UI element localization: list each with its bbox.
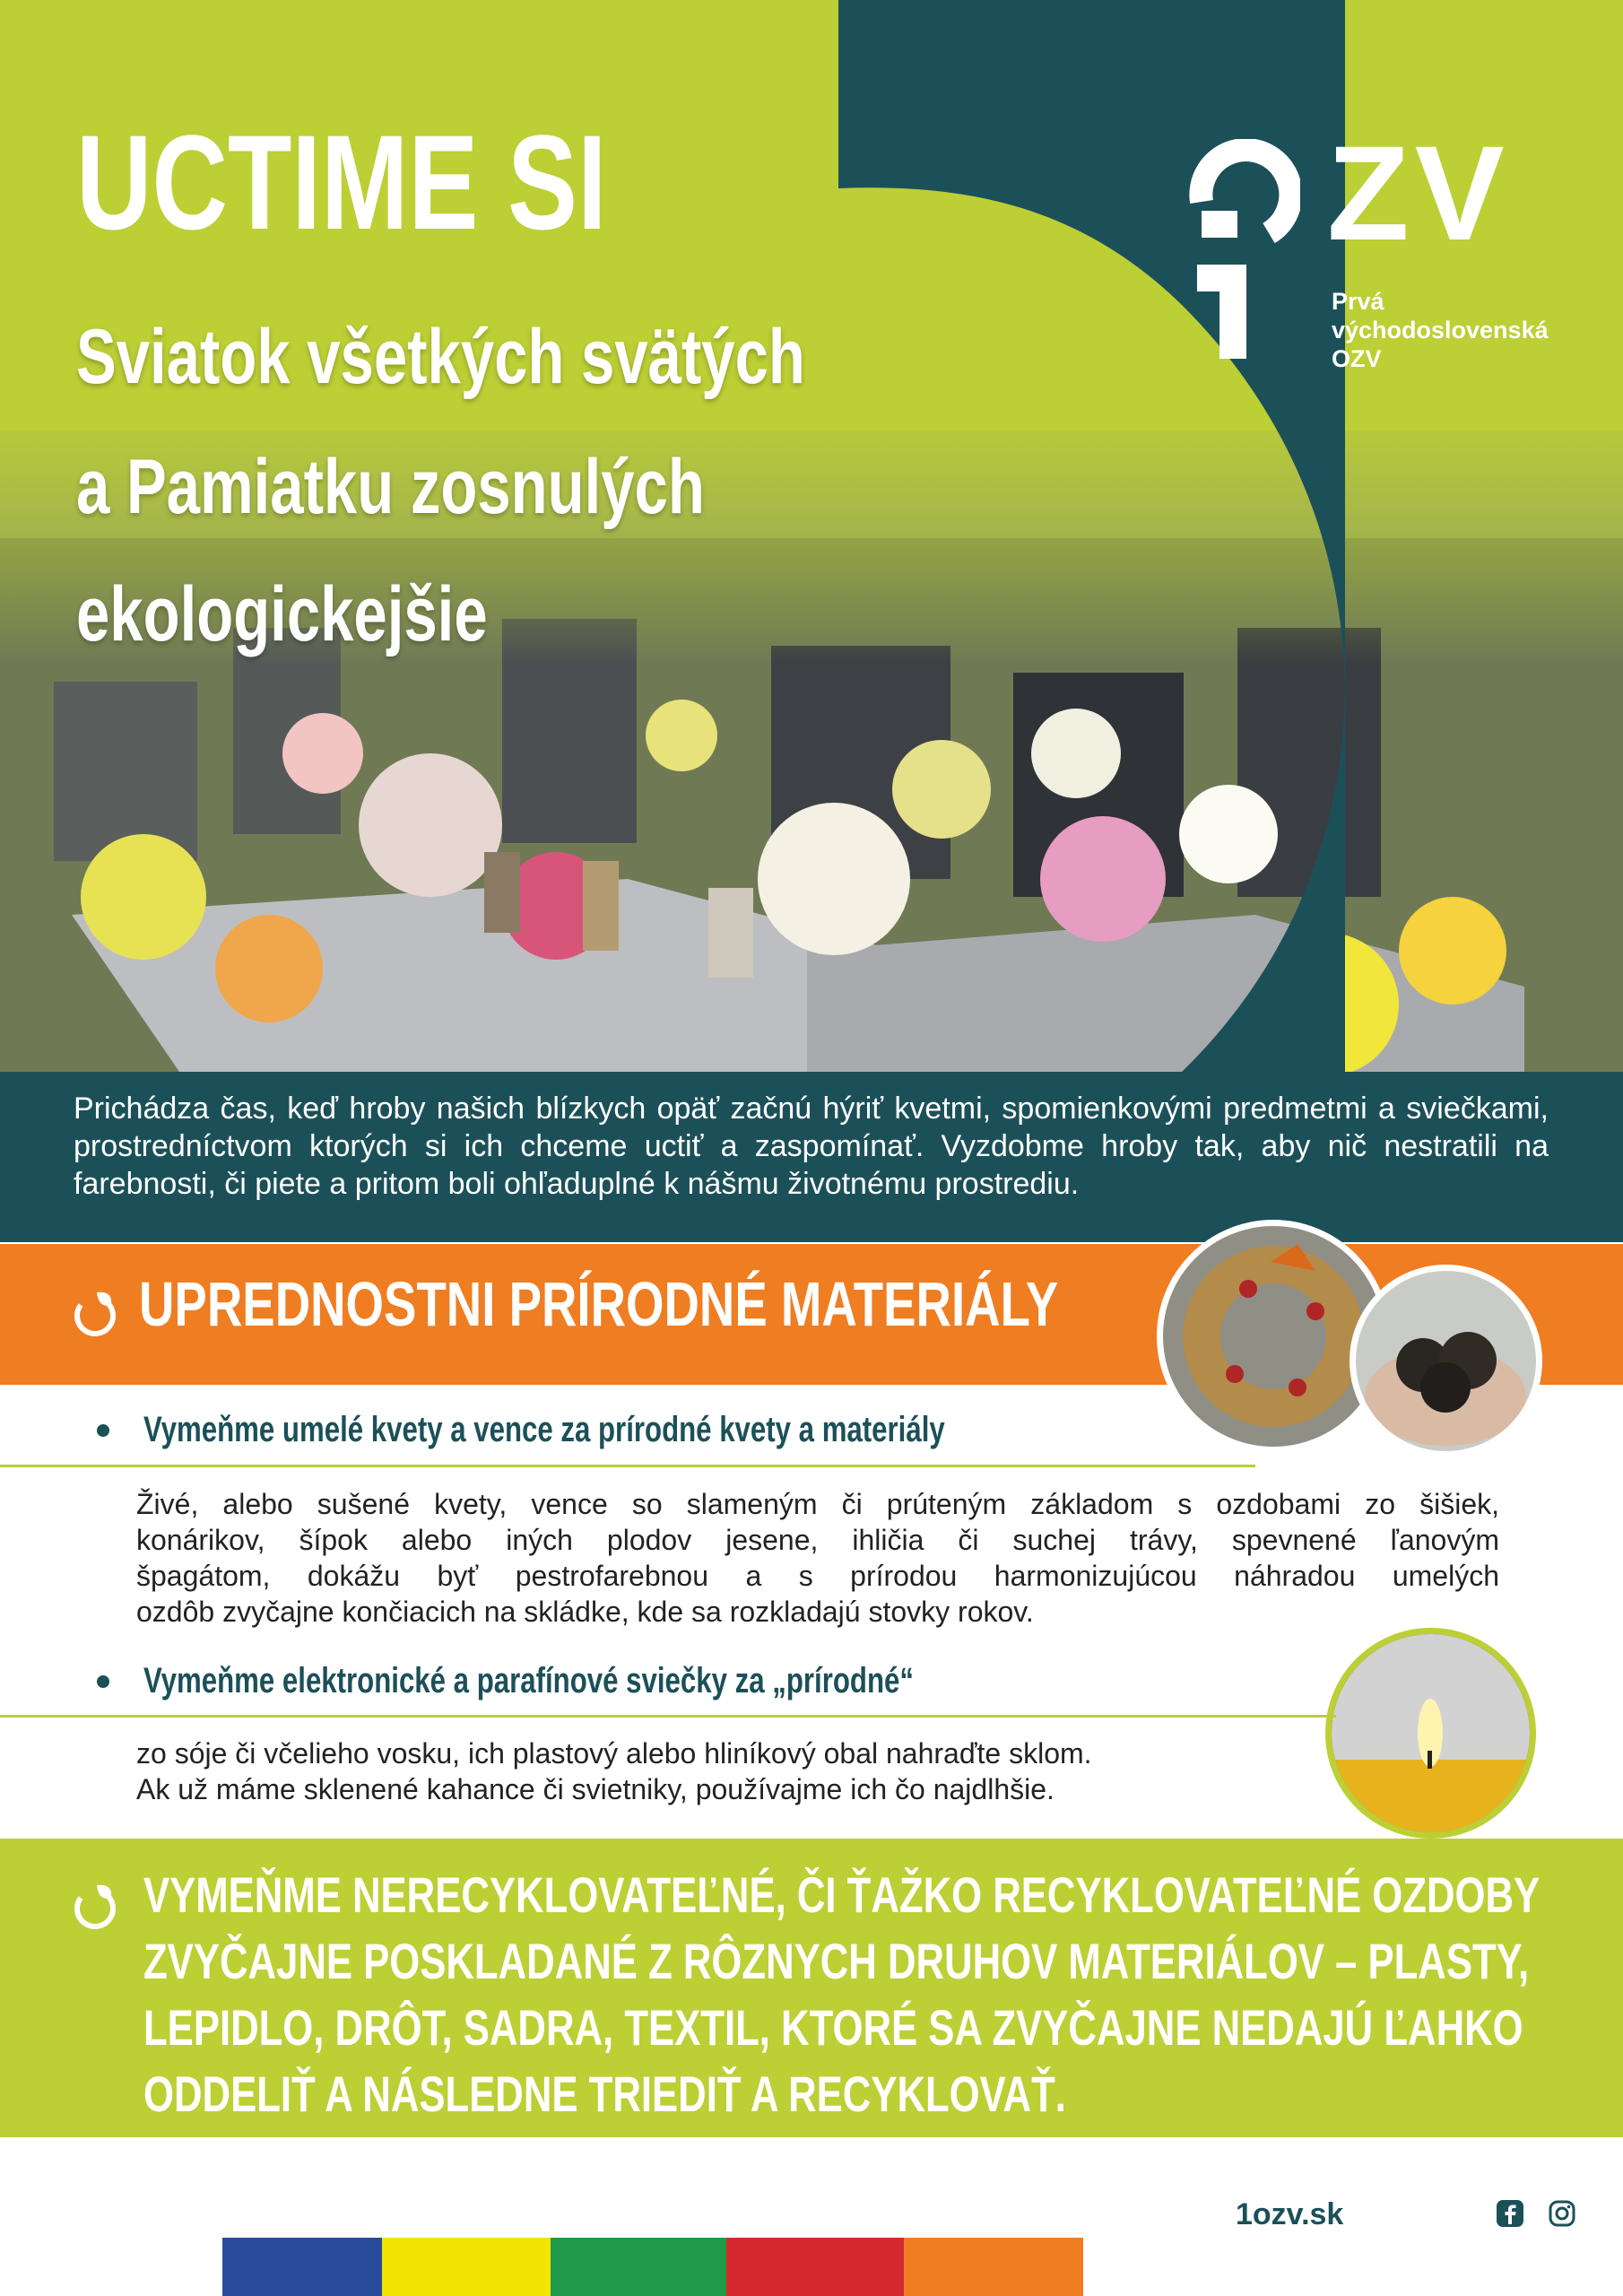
main-title: UCTIME SI [76,107,607,257]
facebook-icon[interactable] [1496,2199,1524,2228]
logo-wordmark: ZV [1327,117,1510,268]
bullet-1-title: Vymeňme umelé kvety a vence za prírodné kvety a materiály [143,1410,945,1449]
bullet-1-line-1: Živé, alebo sušené kvety, vence so slameným či prúteným základom s ozdobami zo šišiek, [136,1488,1499,1520]
intro-text: Prichádza čas, keď hroby našich blízkych opäť začnú hýriť kvetmi, spomienkovými predmetmi a sviečkami, prostredníctvom ktorých si ich chceme uctiť a zaspomínať. Vyzdobme hroby tak, aby nič nestratili na farebnosti, či piete a pritom boli ohľaduplné k nášmu životnému prostrediu. [74,1091,1549,1201]
subtitle-line-3: ekologickejšie [76,571,488,657]
divider-line [0,1465,1255,1467]
section2-line-4: ODDELIŤ A NÁSLEDNE TRIEDIŤ A RECYKLOVAŤ. [143,2066,1066,2122]
leaf-cycle-icon [70,1289,119,1338]
hero-section [0,0,1623,1072]
ozv-logo [1184,117,1596,372]
bullet-2-title: Vymeňme elektronické a parafínové sviečky za „prírodné“ [143,1661,914,1700]
bullet-dot [97,1675,109,1688]
logo-line-2: východoslovenská [1332,317,1549,344]
bullet-1-line-2: konárikov, šípok alebo iných plodov jesene, ihličia či suchej trávy, spevnené ľanovým [136,1524,1499,1556]
pinecones-photo [1350,1265,1542,1457]
section2-line-3: LEPIDLO, DRÔT, SADRA, TEXTIL, KTORÉ SA ZVYČAJNE NEDAJÚ ĽAHKO [143,1999,1523,2056]
bullet-2-body [136,1735,1320,1807]
website-link[interactable]: 1ozv.sk [1236,2197,1344,2231]
color-stripe-blue [222,2238,382,2296]
instagram-icon[interactable] [1548,2199,1576,2228]
leaf-cycle-icon [70,1882,119,1931]
section1-heading: UPREDNOSTNI PRÍRODNÉ MATERIÁLY [139,1269,1059,1339]
bullet-dot [97,1424,109,1437]
bullet-1-line-3: špagátom, dokážu byť pestrofarebnou a s prírodou harmonizujúcou náhradou umelých [136,1560,1499,1592]
color-stripe-yellow [382,2238,551,2296]
section2-line-2: ZVYČAJNE POSKLADANÉ Z RÔZNYCH DRUHOV MATERIÁLOV – PLASTY, [143,1933,1530,1989]
bullet-2-line-2: Ak už máme sklenené kahance či svietniky, používajme ich čo najdlhšie. [136,1773,1055,1805]
bullet-1-line-4: ozdôb zvyčajne končiacich na skládke, kde sa rozkladajú stovky rokov. [136,1596,1034,1628]
subtitle-line-1: Sviatok všetkých svätých [76,314,805,400]
color-stripe-orange [904,2238,1083,2296]
bullet-1-body [136,1486,1499,1630]
color-stripe-green [551,2238,726,2296]
section2-line-1: VYMEŇME NERECYKLOVATEĽNÉ, ČI ŤAŽKO RECYKLOVATEĽNÉ OZDOBY [143,1866,1541,1923]
bullet-2-line-1: zo sóje či včelieho vosku, ich plastový alebo hliníkový obal nahraďte sklom. [136,1737,1092,1770]
color-stripe-red [726,2238,904,2296]
intro-band [0,1072,1623,1242]
subtitle-line-2: a Pamiatku zosnulých [76,444,705,530]
divider-line [0,1715,1336,1718]
candle-photo [1325,1628,1536,1839]
logo-line-3: OZV [1332,345,1382,372]
section2-band [0,1839,1623,2137]
logo-line-1: Prvá [1332,288,1384,315]
logo-mark-icon [1184,139,1300,363]
